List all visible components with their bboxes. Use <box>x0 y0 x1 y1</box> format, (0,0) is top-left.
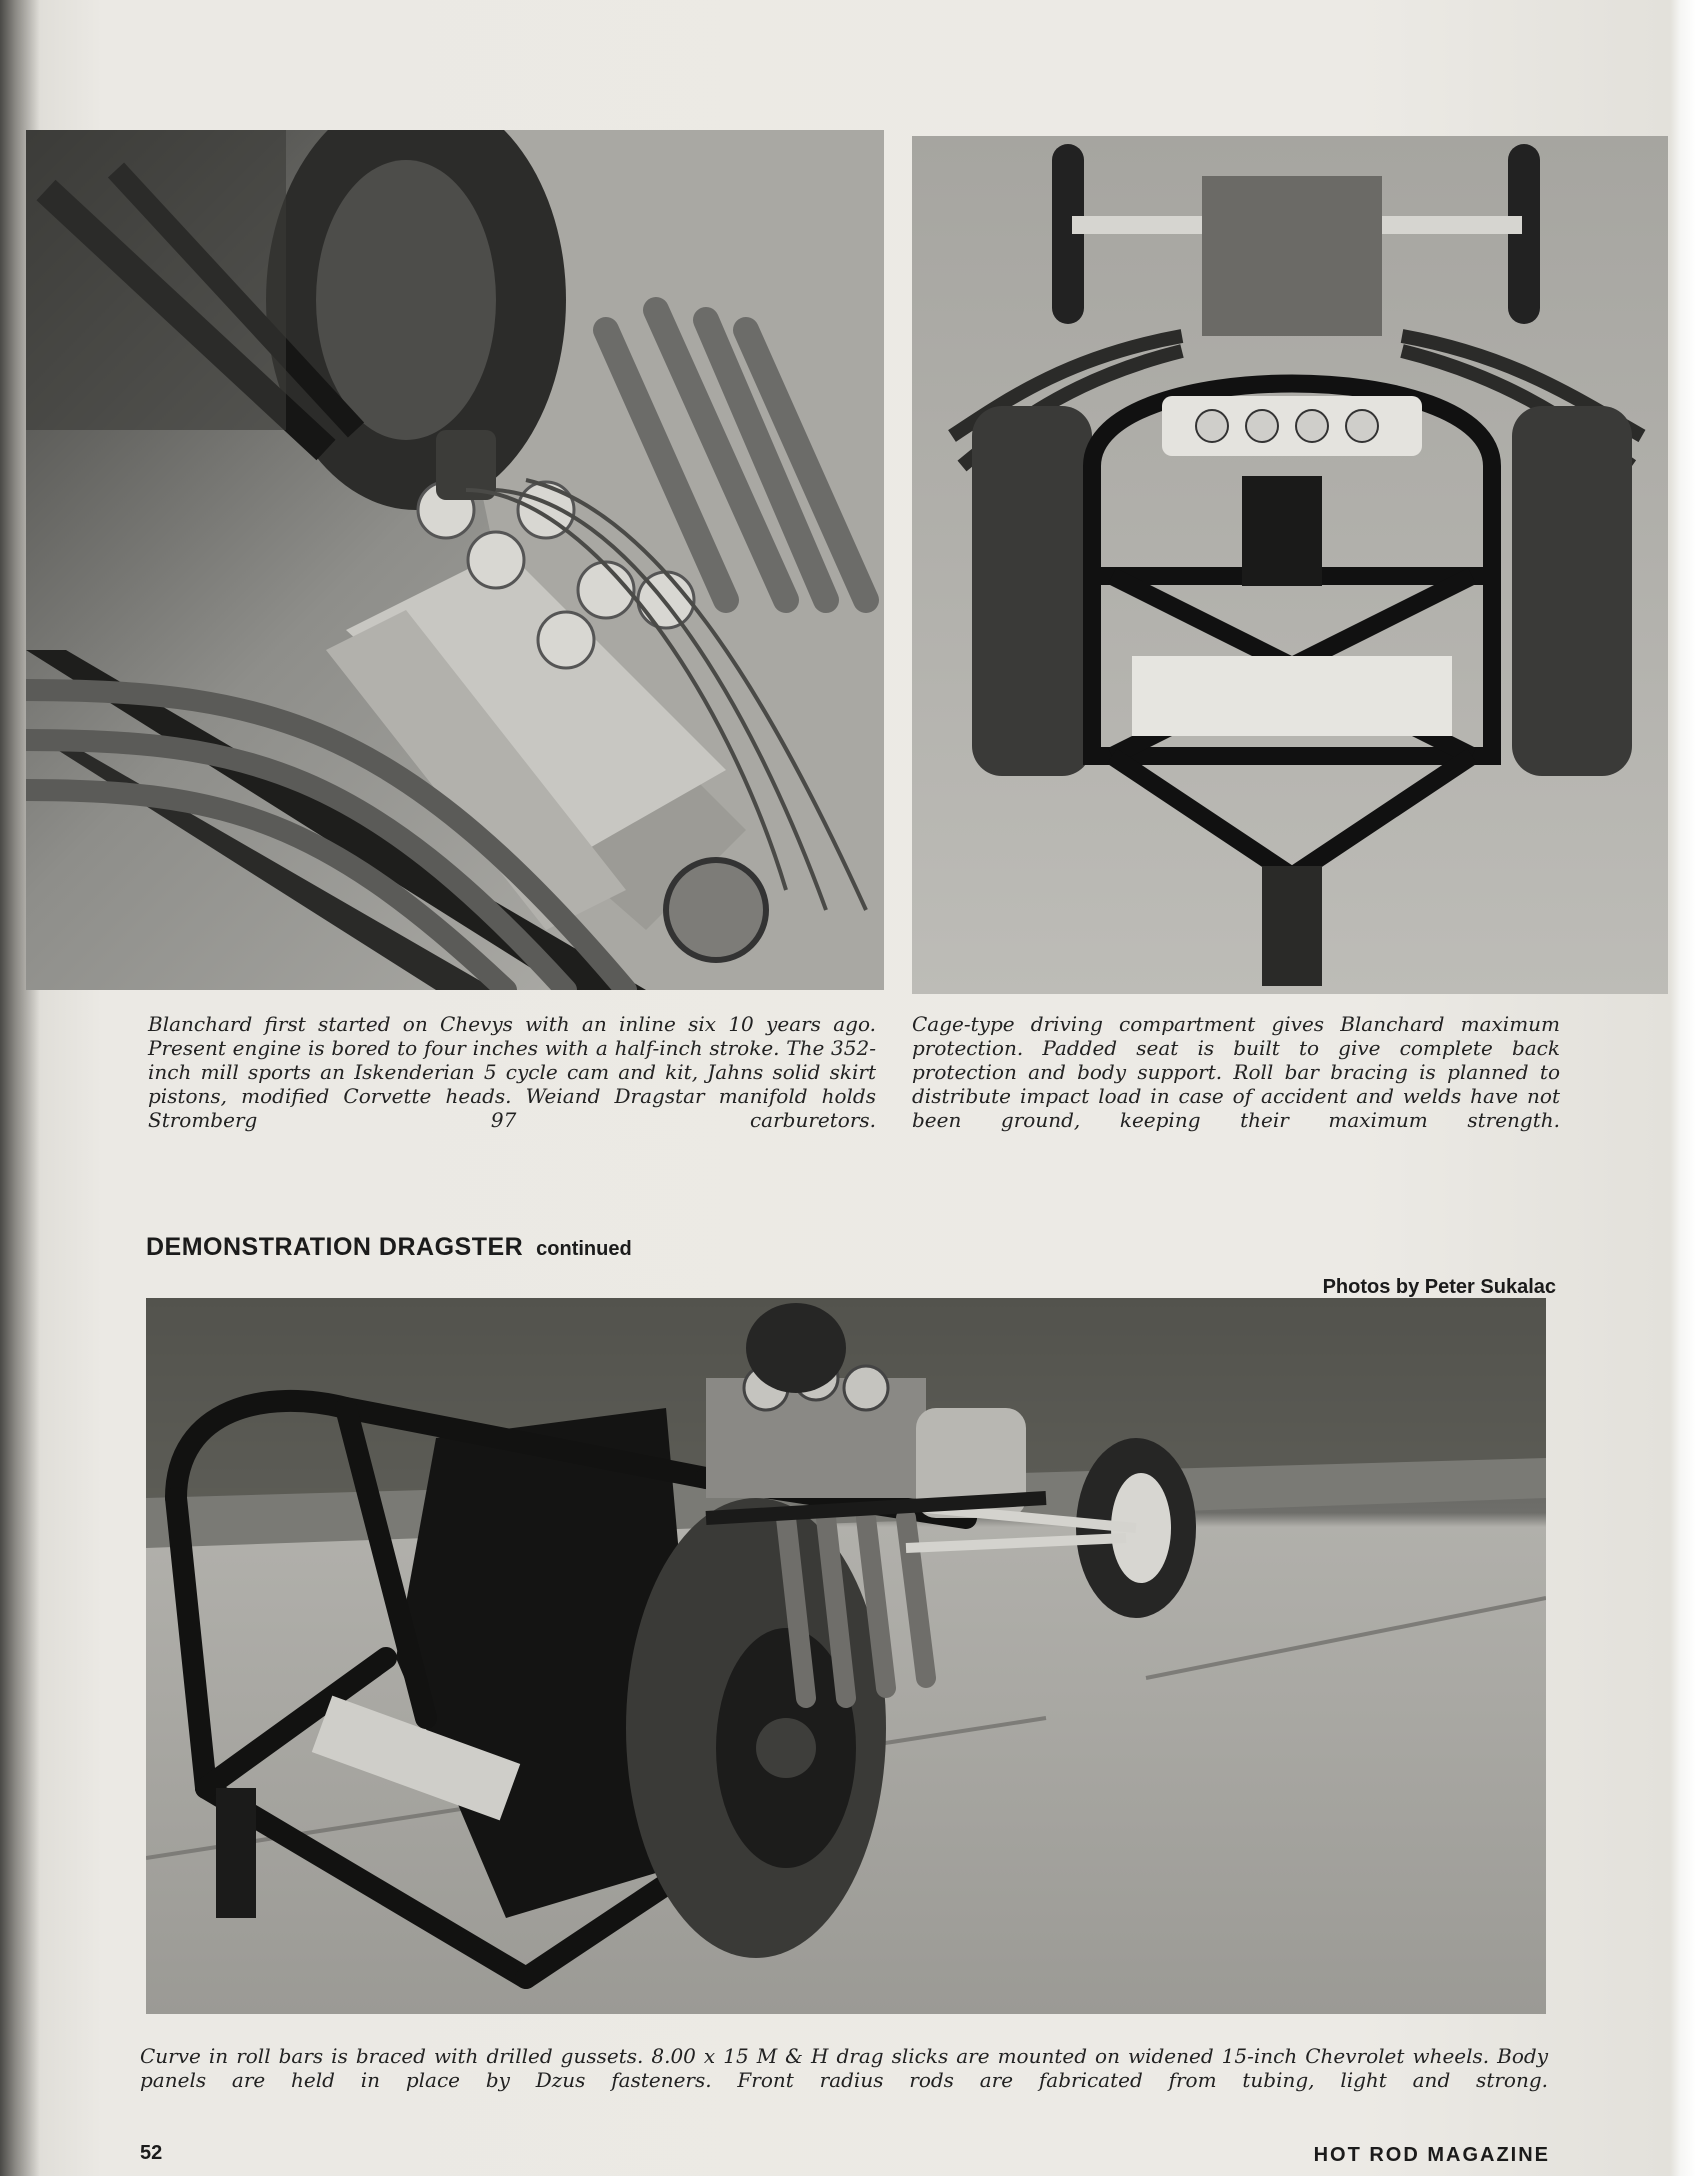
cockpit-caption: Cage-type driving compartment gives Blanchard maximum protection. Padded seat is built to give complete back protection and body support. Roll bar bracing is planned to distribute impact load in case of accident and welds have not been ground, keeping their maximum strength. <box>912 1012 1560 1132</box>
dragster-caption: Curve in roll bars is braced with drilled gussets. 8.00 x 15 M & H drag slicks are mounted on widened 15-inch Chevrolet wheels. Body panels are held in place by Dzus fasteners. Front radius rods are fabricated from tubing, light and strong. <box>140 2044 1548 2092</box>
section-title: DEMONSTRATION DRAGSTER <box>146 1233 524 1261</box>
photo-credit: Photos by Peter Sukalac <box>1322 1276 1556 1298</box>
section-continued: continued <box>536 1238 632 1260</box>
dragster-photo <box>146 1298 1546 2014</box>
page-number: 52 <box>140 2142 163 2164</box>
magazine-name: HOT ROD MAGAZINE <box>1313 2144 1550 2166</box>
page-edge <box>1670 0 1696 2176</box>
engine-photo <box>26 130 884 990</box>
section-heading <box>146 1233 632 1262</box>
cockpit-photo <box>912 136 1668 994</box>
engine-caption: Blanchard first started on Chevys with an inline six 10 years ago. Present engine is bored to four inches with a half-inch stroke. The 352-inch mill sports an Iskenderian 5 cycle cam and kit, Jahns solid skirt pistons, modified Corvette heads. Weiand Dragstar manifold holds Stromberg 97 carburetors. <box>148 1012 876 1132</box>
